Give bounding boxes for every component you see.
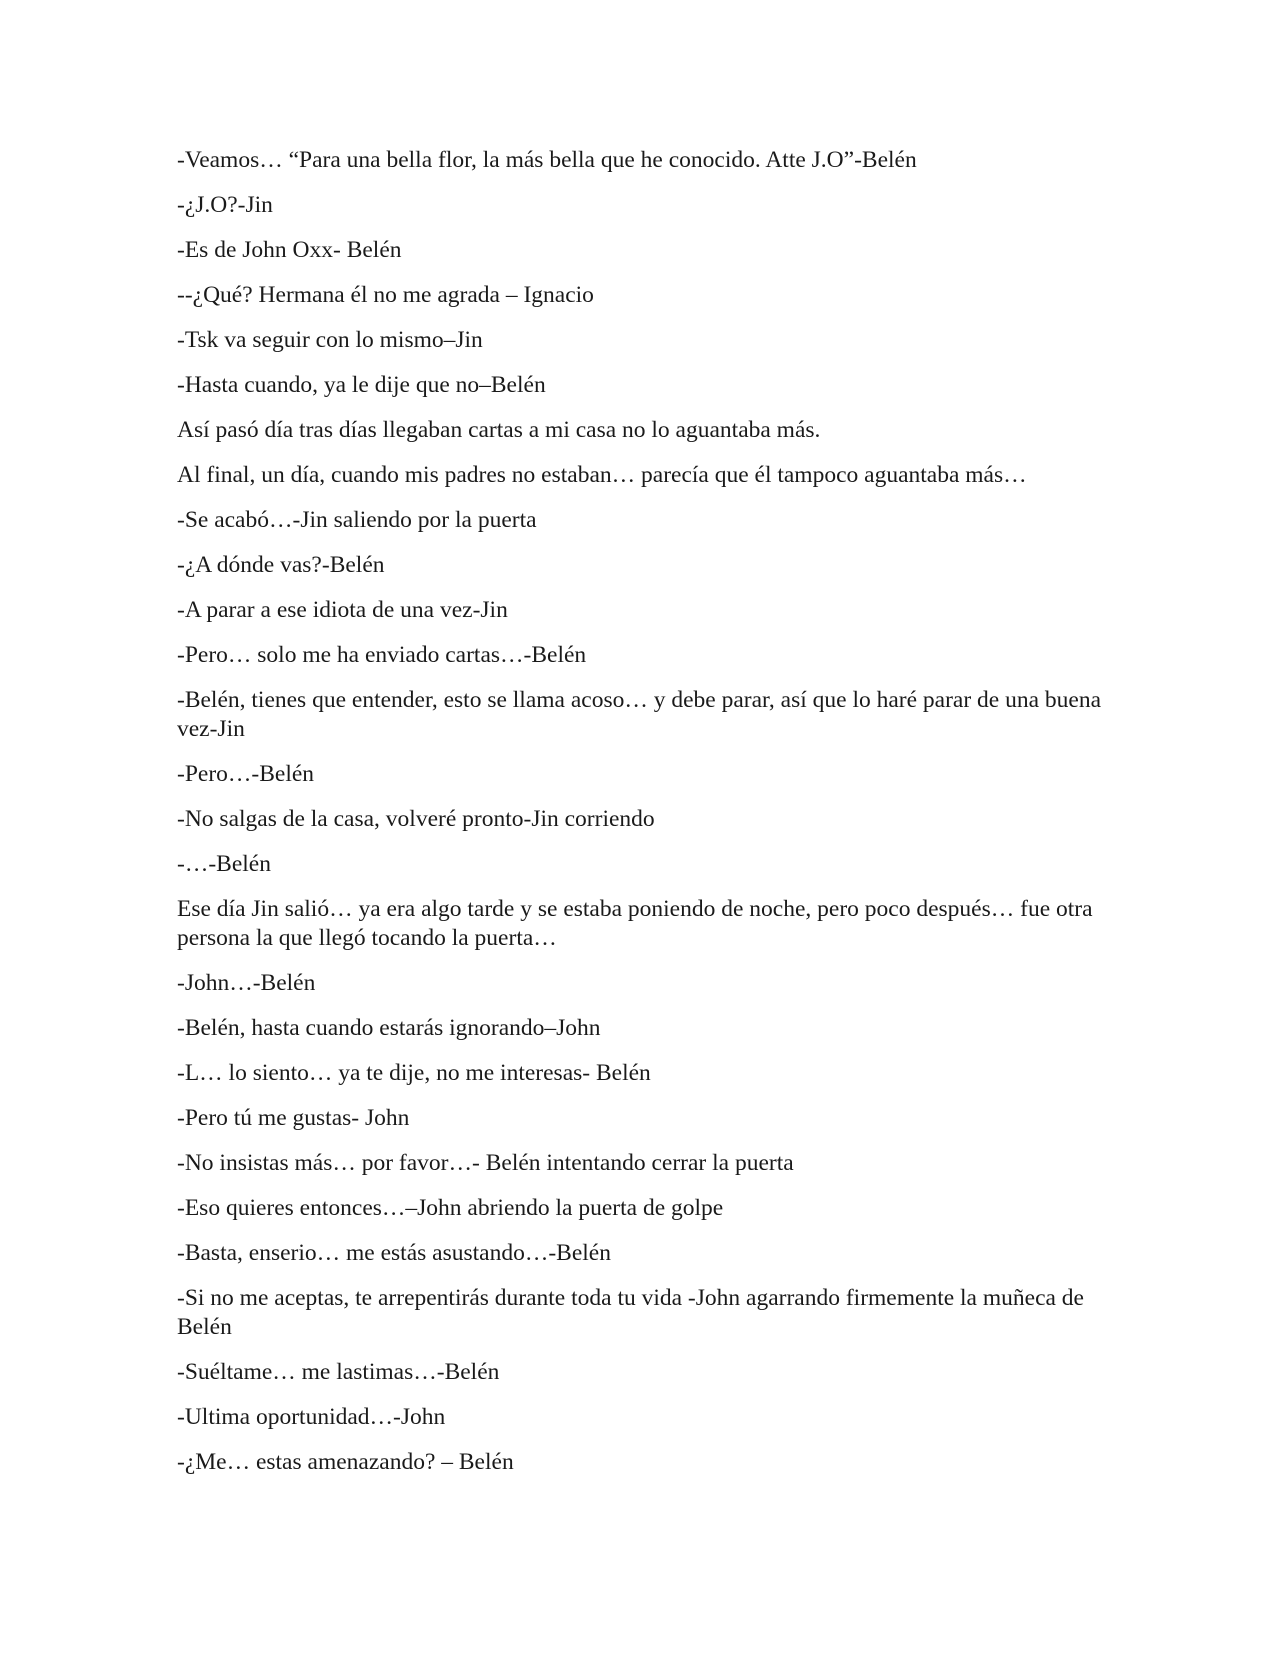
paragraph: Ese día Jin salió… ya era algo tarde y se estaba poniendo de noche, pero poco después… fue otra persona la que llegó tocando la puerta…: [177, 896, 1093, 951]
paragraph: -Suéltame… me lastimas…-Belén: [177, 1359, 500, 1385]
paragraph: -No insistas más… por favor…- Belén intentando cerrar la puerta: [177, 1150, 794, 1176]
paragraph: -A parar a ese idiota de una vez-Jin: [177, 597, 508, 623]
paragraph: -Se acabó…-Jin saliendo por la puerta: [177, 507, 537, 533]
document-body: [177, 146, 1107, 1493]
paragraph: -Veamos… “Para una bella flor, la más bella que he conocido. Atte J.O”-Belén: [177, 147, 917, 173]
paragraph: -Basta, enserio… me estás asustando…-Belén: [177, 1240, 611, 1266]
paragraph: -John…-Belén: [177, 970, 316, 996]
paragraph: -¿Me… estas amenazando? – Belén: [177, 1449, 514, 1475]
paragraph: -No salgas de la casa, volveré pronto-Jin corriendo: [177, 806, 655, 832]
paragraph: Así pasó día tras días llegaban cartas a mi casa no lo aguantaba más.: [177, 417, 821, 443]
paragraph: -Belén, tienes que entender, esto se llama acoso… y debe parar, así que lo haré parar de una buena vez-Jin: [177, 687, 1102, 742]
paragraph: -L… lo siento… ya te dije, no me interesas- Belén: [177, 1060, 651, 1086]
paragraph: -Pero…-Belén: [177, 761, 315, 787]
paragraph: -Pero tú me gustas- John: [177, 1105, 410, 1131]
paragraph: -…-Belén: [177, 851, 271, 877]
paragraph: -¿J.O?-Jin: [177, 192, 273, 218]
paragraph: -Pero… solo me ha enviado cartas…-Belén: [177, 642, 587, 668]
paragraph: -¿A dónde vas?-Belén: [177, 552, 385, 578]
paragraph: Al final, un día, cuando mis padres no estaban… parecía que él tampoco aguantaba más…: [177, 462, 1027, 488]
paragraph: --¿Qué? Hermana él no me agrada – Ignacio: [177, 282, 594, 308]
paragraph: -Eso quieres entonces…–John abriendo la puerta de golpe: [177, 1195, 724, 1221]
paragraph: -Si no me aceptas, te arrepentirás durante toda tu vida -John agarrando firmemente la muñeca de Belén: [177, 1285, 1084, 1340]
paragraph: -Ultima oportunidad…-John: [177, 1404, 446, 1430]
paragraph: -Hasta cuando, ya le dije que no–Belén: [177, 372, 546, 398]
paragraph: -Tsk va seguir con lo mismo–Jin: [177, 327, 483, 353]
paragraph: -Es de John Oxx- Belén: [177, 237, 402, 263]
paragraph: -Belén, hasta cuando estarás ignorando–John: [177, 1015, 601, 1041]
